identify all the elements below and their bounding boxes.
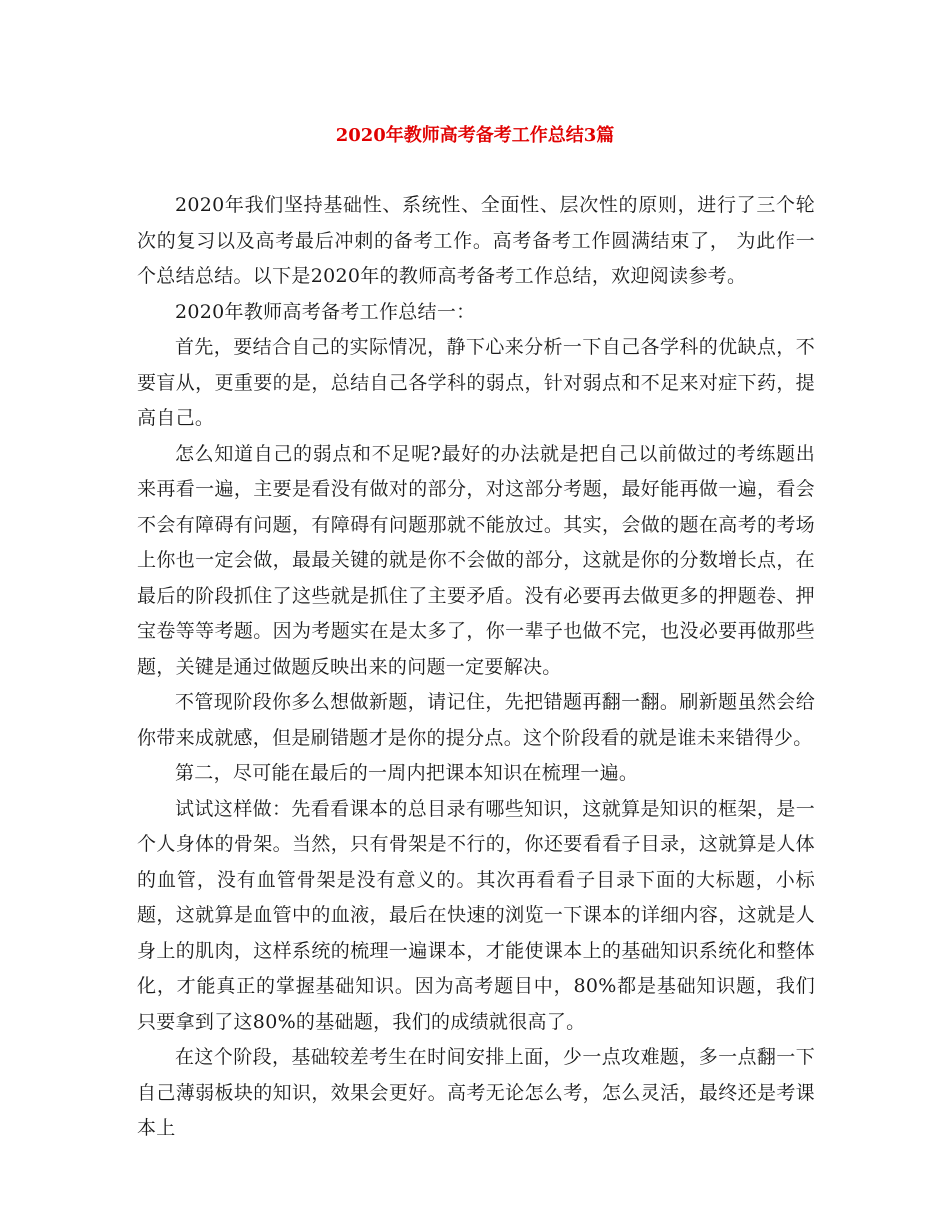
- document-body: [137, 188, 815, 1147]
- paragraph: 怎么知道自己的弱点和不足呢?最好的办法就是把自己以前做过的考练题出来再看一遍，主要是看没有做对的部分，对这部分考题，最好能再做一遍，看会不会有障碍有问题，有障碍有问题那就不能放过。其实，会做的题在高考的考场上你也一定会做，最最关键的就是你不会做的部分，这就是你的分数增长点，在最后的阶段抓住了这些就是抓住了主要矛盾。没有必要再去做更多的押题卷、押宝卷等等考题。因为考题实在是太多了，你一辈子也做不完，也没必要再做那些题，关键是通过做题反映出来的问题一定要解决。: [137, 442, 815, 678]
- paragraph: 首先，要结合自己的实际情况，静下心来分析一下自己各学科的优缺点，不要盲从，更重要的是，总结自己各学科的弱点，针对弱点和不足来对症下药，提高自己。: [137, 336, 815, 429]
- paragraph: 不管现阶段你多么想做新题，请记住，先把错题再翻一翻。刷新题虽然会给你带来成就感，但是刷错题才是你的提分点。这个阶段看的就是谁未来错得少。: [137, 691, 815, 749]
- paragraph: 第二，尽可能在最后的一周内把课本知识在梳理一遍。: [175, 762, 639, 784]
- paragraph: 在这个阶段，基础较差考生在时间安排上面，少一点攻难题，多一点翻一下自己薄弱板块的知识，效果会更好。高考无论怎么考，怎么灵活，最终还是考课本上: [137, 1046, 815, 1139]
- paragraph-intro: 2020年我们坚持基础性、系统性、全面性、层次性的原则，进行了三个轮次的复习以及高考最后冲刺的备考工作。高考备考工作圆满结束了， 为此作一个总结总结。以下是2020年的教师高考备考工作总结，欢迎阅读参考。: [137, 194, 815, 287]
- document-title: 2020年教师高考备考工作总结3篇: [335, 125, 615, 146]
- paragraph-section-heading: 2020年教师高考备考工作总结一：: [175, 300, 476, 323]
- paragraph: 试试这样做：先看看课本的总目录有哪些知识，这就算是知识的框架，是一个人身体的骨架。当然，只有骨架是不行的，你还要看看子目录，这就算是人体的血管，没有血管骨架是没有意义的。其次再看看子目录下面的大标题，小标题，这就算是血管中的血液，最后在快速的浏览一下课本的详细内容，这就是人身上的肌肉，这样系统的梳理一遍课本，才能使课本上的基础知识系统化和整体化，才能真正的掌握基础知识。因为高考题目中，80%都是基础知识题，我们只要拿到了这80%的基础题，我们的成绩就很高了。: [137, 797, 815, 1033]
